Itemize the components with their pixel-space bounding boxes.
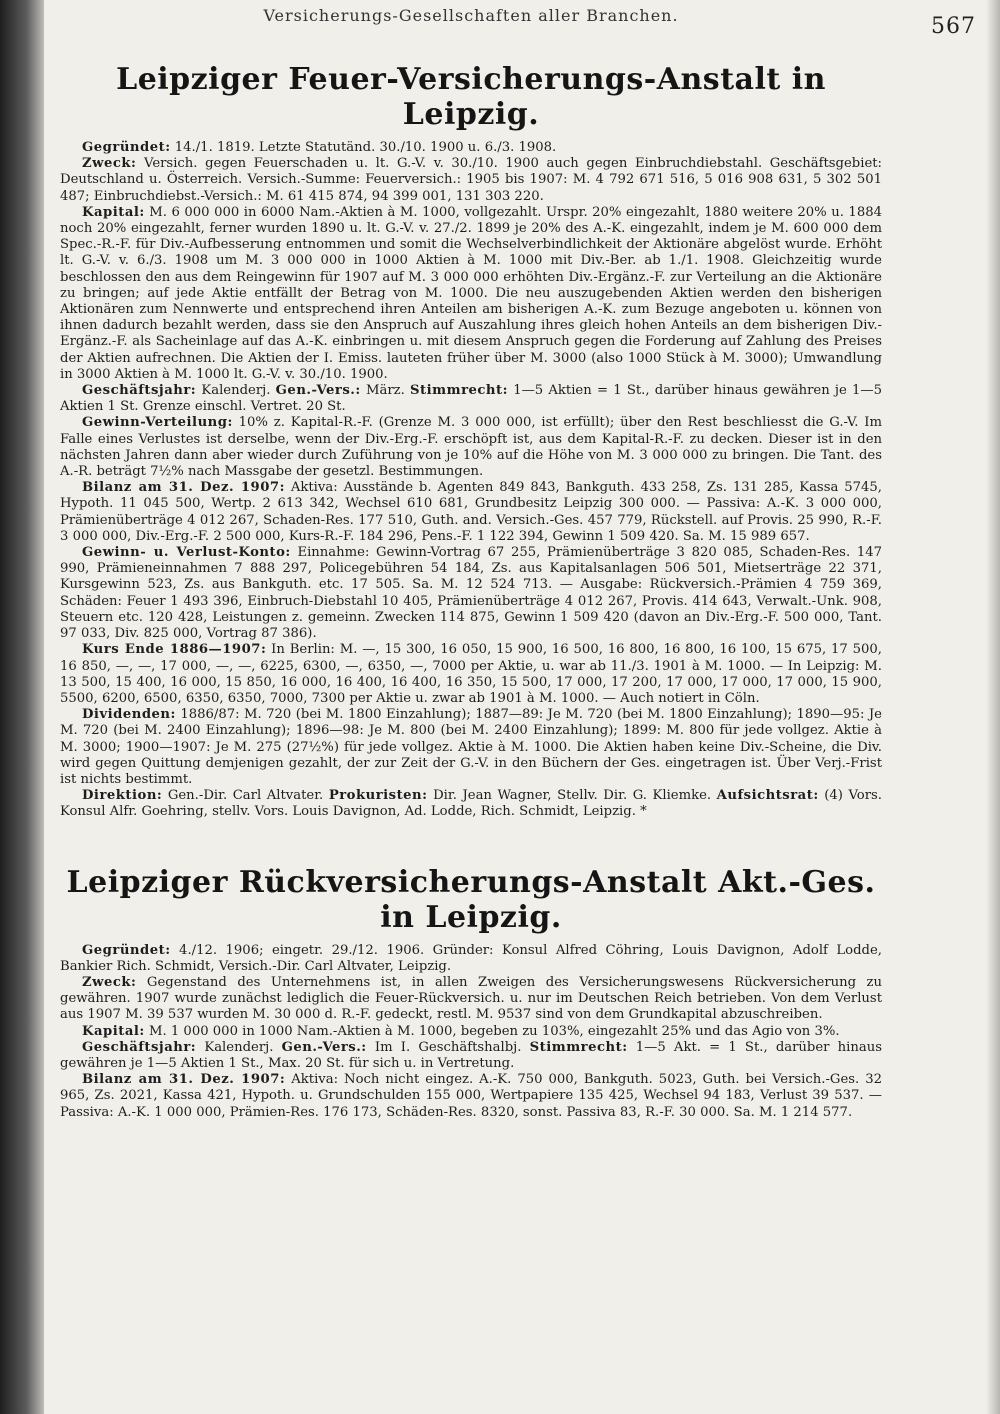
section-title-rueck: Leipziger Rückversicherungs-Anstalt Akt.-Ges. in Leipzig. — [66, 864, 876, 935]
para-zweck — [60, 975, 882, 1024]
field-text: Dir. Jean Wagner, Stellv. Dir. G. Kliemke. — [427, 788, 717, 804]
field-label: Geschäftsjahr: — [82, 383, 197, 399]
section-title-feuer: Leipziger Feuer-Versicherungs-Anstalt in Leipzig. — [116, 62, 826, 132]
para-gewinn-verlust — [60, 545, 882, 642]
page-number: 567 — [931, 14, 976, 39]
para-dividenden — [60, 707, 882, 788]
field-label: Prokuristen: — [328, 788, 428, 804]
para-geschaeftsjahr — [60, 1040, 882, 1072]
running-title: Versicherungs-Gesellschaften aller Branchen. — [263, 6, 679, 25]
field-text: Im I. Geschäftshalbj. — [366, 1039, 530, 1055]
field-text: M. 1 000 000 in 1000 Nam.-Aktien à M. 1000, begeben zu 103%, eingezahlt 25% und das Agio von 3%. — [144, 1023, 840, 1039]
field-label: Aufsichtsrat: — [716, 788, 819, 804]
para-kapital — [60, 1024, 882, 1040]
section-body-rueck — [60, 943, 882, 1121]
field-text: Kalenderj. — [196, 1039, 282, 1055]
field-text: Gen.-Dir. Carl Altvater. — [162, 788, 329, 804]
field-text: Einnahme: Gewinn-Vortrag 67 255, Prämienüberträge 3 820 085, Schaden-Res. 147 990, Prämieneinnahmen 7 888 297, Policegebühren 54 184, Zs. aus Kapitalsanlagen 506 501, Mietserträge 22 371, Kursgewinn 523, Zs. aus Bankguth. etc. 17 505. Sa. M. 12 524 713. — Ausgabe: Rückversich.-Prämien 4 759 369, Schäden: Feuer 1 493 396, Einbruch-Diebstahl 10 405, Prämienüberträge 4 012 267, Provis. 414 643, Verwalt.-Unk. 908, Steuern etc. 120 428, Leistungen z. gemeinn. Zwecken 114 875, Gewinn 1 509 420 (davon an Div.-Erg.-F. 500 000, Tant. 97 033, Div. 825 000, Vortrag 87 386). — [60, 545, 882, 642]
field-label: Gen.-Vers.: — [281, 1039, 367, 1055]
field-text: Versich. gegen Feuerschaden u. lt. G.-V. v. 30./10. 1900 auch gegen Einbruchdiebstahl. Geschäftsgebiet: Deutschland u. Österreich. Versich.-Summe: Feuerversich.: 1905 bis 1907: M. 4 792 671 516, 5 016 908 631, 5 302 501 487; Einbruchdiebst.-Versich.: M. 61 415 874, 94 399 001, 131 303 220. — [60, 156, 882, 204]
field-label: Kapital: — [82, 204, 145, 220]
field-text: Kalenderj. — [196, 383, 276, 399]
field-text: Aktiva: Noch nicht eingez. A.-K. 750 000, Bankguth. 5023, Guth. bei Versich.-Ges. 32 965, Zs. 2021, Kassa 421, Hypoth. u. Grundschulden 155 000, Wertpapiere 135 425, Wechsel 94 183, Verlust 39 537. — Passiva: A.-K. 1 000 000, Prämien-Res. 176 173, Schäden-Res. 8320, sonst. Passiva 83, R.-F. 30 000. Sa. M. 1 214 577. — [60, 1072, 882, 1120]
field-label: Kurs Ende 1886—1907: — [82, 642, 267, 658]
field-label: Gewinn-Verteilung: — [82, 415, 233, 431]
field-label: Gegründet: — [82, 942, 171, 958]
field-label: Zweck: — [82, 974, 137, 990]
field-label: Gegründet: — [82, 140, 171, 155]
para-geschaeftsjahr — [60, 383, 882, 415]
field-text: 14./1. 1819. Letzte Statutänd. 30./10. 1900 u. 6./3. 1908. — [170, 140, 557, 155]
para-gegruendet — [60, 140, 882, 156]
field-label: Kapital: — [82, 1023, 145, 1039]
para-gewinn-verteilung — [60, 415, 882, 480]
field-text: Aktiva: Ausstände b. Agenten 849 843, Bankguth. 433 258, Zs. 131 285, Kassa 5745, Hypoth. 11 045 500, Wertp. 2 613 342, Wechsel 610 681, Grundbesitz Leipzig 300 000. — Passiva: A.-K. 3 000 000, Prämienüberträge 4 012 267, Schaden-Res. 177 510, Guth. and. Versich.-Ges. 457 779, Rückstell. auf Provis. 25 990, R.-F. 3 000 000, Div.-Erg.-F. 2 500 000, Kurs-R.-F. 184 296, Pens.-F. 1 122 394, Gewinn 1 509 420. Sa. M. 15 989 657. — [60, 480, 882, 544]
scan-edge-right — [986, 0, 1000, 1414]
field-text: 1—5 Akt. = 1 St., darüber hinaus gewähren je 1—5 Aktien 1 St., Max. 20 St. für sich u. in Vertretung. — [60, 1039, 882, 1071]
para-zweck — [60, 156, 882, 205]
para-gegruendet — [60, 943, 882, 975]
field-text: In Berlin: M. —, 15 300, 16 050, 15 900, 16 500, 16 800, 16 800, 16 100, 15 675, 17 500, 16 850, —, —, 17 000, —, —, 6225, 6300, —, 6350, —, 7000 per Aktie, u. war ab 11./3. 1901 à M. 1000. — In Leipzig: M. 13 500, 15 400, 16 000, 15 850, 16 000, 16 400, 16 400, 16 350, 15 500, 17 000, 17 200, 17 000, 17 000, 17 000, 15 900, 5500, 6200, 6500, 6350, 6350, 7000, 7300 per Aktie u. zwar ab 1901 à M. 1000. — Auch notiert in Cöln. — [60, 642, 882, 706]
field-text: 4./12. 1906; eingetr. 29./12. 1906. Gründer: Konsul Alfred Cöhring, Louis Davignon, Adolf Lodde, Bankier Rich. Schmidt, Versich.-Dir. Carl Altvater, Leipzig. — [60, 942, 882, 974]
field-label: Bilanz am 31. Dez. 1907: — [82, 480, 285, 496]
field-text: Gegenstand des Unternehmens ist, in allen Zweigen des Versicherungswesens Rückversicherung zu gewähren. 1907 wurde zunächst lediglich die Feuer-Rückversich. u. nur im Deutschen Reich betrieben. Von dem Verlust aus 1907 M. 39 537 wurden M. 30 000 d. R.-F. gedeckt, restl. M. 9537 sind von dem Grundkapital abzuschreiben. — [60, 974, 882, 1023]
field-label: Stimmrecht: — [410, 383, 508, 399]
field-text: M. 6 000 000 in 6000 Nam.-Aktien à M. 1000, vollgezahlt. Urspr. 20% eingezahlt, 1880 weitere 20% u. 1884 noch 20% eingezahlt, ferner wurden 1890 u. lt. G.-V. v. 27./2. 1899 je 20% des A.-K. eingezahlt, indem je M. 600 000 dem Spec.-R.-F. für Div.-Aufbesserung entnommen und somit die Wechselverbindlichkeit der Aktionäre abgelöst wurde. Erhöht lt. G.-V. v. 6./3. 1908 um M. 3 000 000 in 1000 Aktien à M. 1000 mit Div.-Ber. ab 1./1. 1908. Gleichzeitig wurde beschlossen den aus dem Reingewinn für 1907 auf M. 3 000 000 erhöhten Div.-Ergänz.-F. zur Verteilung an die Aktionäre zu bringen; auf jede Aktie entfällt der Betrag von M. 1000. Die neu auszugebenden Aktien werden den bisherigen Aktionären zum Nennwerte und entsprechend ihren Anteilen am bisherigen A.-K. zum Bezuge angeboten u. können von ihnen dadurch bezahlt werden, dass sie den Anspruch auf Auszahlung ihres gleich hohen Anteils an dem bisherigen Div.-Ergänz.-F. als Sacheinlage auf das A.-K. einbringen u. mit diesem Anspruch gegen die Forderung auf Zahlung des Preises der Aktien aufrechnen. Die Aktien der I. Emiss. lauteten früher über M. 3000 (also 1000 Stück à M. 3000); Umwandlung in 3000 Aktien à M. 1000 lt. G.-V. v. 30./10. 1900. — [60, 204, 882, 382]
para-kurs — [60, 642, 882, 707]
field-text: 1886/87: M. 720 (bei M. 1800 Einzahlung); 1887—89: Je M. 720 (bei M. 1800 Einzahlung); 1890—95: Je M. 720 (bei M. 2400 Einzahlung); 1896—98: Je M. 800 (bei M. 2400 Einzahlung); 1899: M. 800 für jede vollgez. Aktie à M. 3000; 1900—1907: Je M. 275 (27½%) für jede vollgez. Aktie à M. 1000. Die Aktien haben keine Div.-Scheine, die Div. wird gegen Quittung demjenigen gezahlt, der zur Zeit der G.-V. in den Büchern der Ges. eingetragen ist. Über Verj.-Frist ist nichts bestimmt. — [60, 707, 882, 787]
para-kapital — [60, 205, 882, 383]
field-text: 10% z. Kapital-R.-F. (Grenze M. 3 000 000, ist erfüllt); über den Rest beschliesst die G.-V. Im Falle eines Verlustes ist derselbe, wenn der Div.-Erg.-F. erschöpft ist, aus dem Kapital-R.-F. zu decken. Dieser ist in den nächsten Jahren dann aber wieder durch Zuführung von je 10% auf die Höhe von M. 3 000 000 zu bringen. Die Tant. des A.-R. beträgt 7½% nach Massgabe der gesetzl. Bestimmungen. — [60, 415, 882, 480]
scan-edge-shadow — [0, 0, 44, 1414]
field-label: Gewinn- u. Verlust-Konto: — [82, 545, 291, 561]
section-body-feuer — [60, 140, 882, 821]
field-text: (4) Vors. Konsul Alfr. Goehring, stellv. Vors. Louis Davignon, Ad. Lodde, Rich. Schmidt, Leipzig. * — [60, 788, 882, 820]
para-direktion — [60, 788, 882, 820]
running-header — [60, 0, 976, 39]
field-text: März. — [360, 383, 411, 399]
field-label: Stimmrecht: — [529, 1039, 628, 1055]
para-bilanz — [60, 480, 882, 545]
field-label: Geschäftsjahr: — [82, 1039, 197, 1055]
field-label: Dividenden: — [82, 707, 176, 723]
field-label: Direktion: — [82, 788, 163, 804]
field-label: Gen.-Vers.: — [275, 383, 361, 399]
field-label: Bilanz am 31. Dez. 1907: — [82, 1072, 286, 1088]
para-bilanz — [60, 1072, 882, 1121]
field-label: Zweck: — [82, 156, 137, 172]
field-text: 1—5 Aktien = 1 St., darüber hinaus gewähren je 1—5 Aktien 1 St. Grenze einschl. Vertret. 20 St. — [60, 383, 882, 415]
